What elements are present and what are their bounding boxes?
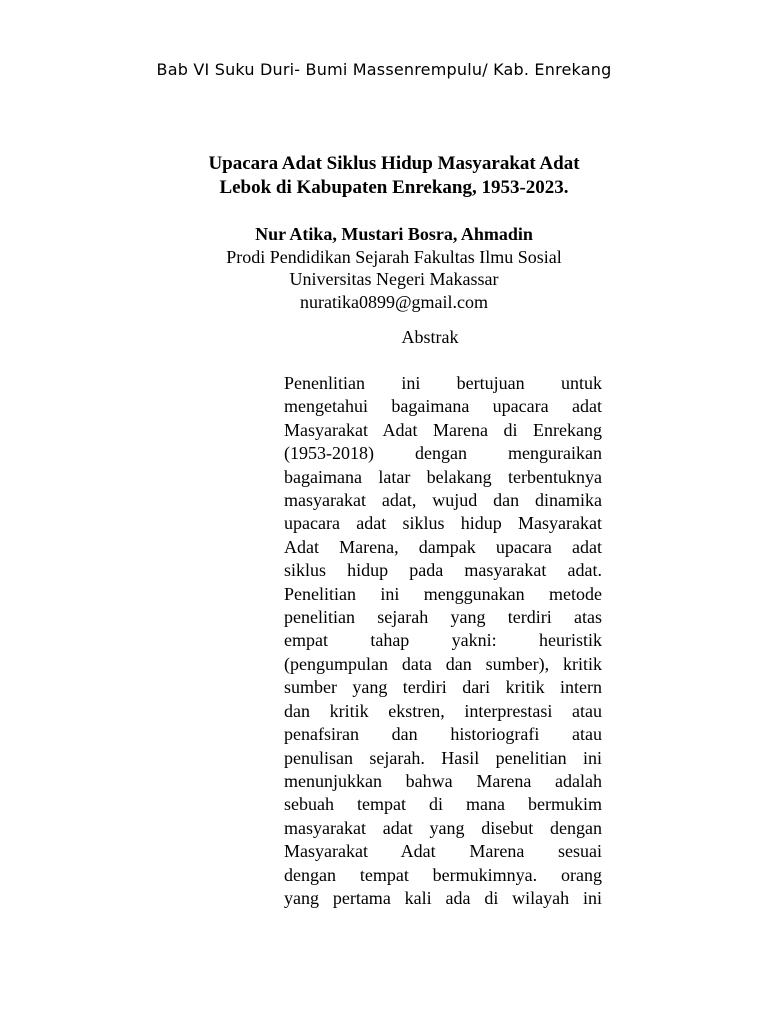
author-block bbox=[0, 223, 768, 313]
author-university: Universitas Negeri Makassar bbox=[289, 269, 499, 289]
article-title bbox=[0, 152, 768, 200]
abstract-heading: Abstrak bbox=[401, 327, 459, 347]
running-header: Bab VI Suku Duri- Bumi Massenrempulu/ Kab. Enrekang bbox=[156, 60, 612, 79]
abstract-line: yang pertama kali ada di wilayah ini bbox=[284, 887, 602, 908]
abstract-line: Adat Marena, dampak upacara adat bbox=[284, 536, 602, 557]
abstract-line: Masyarakat Adat Marena sesuai bbox=[284, 841, 602, 862]
abstract-line: Penelitian ini menggunakan metode bbox=[284, 583, 602, 604]
abstract-line: masyarakat adat, wujud dan dinamika bbox=[284, 490, 602, 511]
abstract-line: siklus hidup pada masyarakat adat. bbox=[284, 560, 602, 581]
abstract-line: mengetahui bagaimana upacara adat bbox=[284, 396, 602, 417]
abstract-line: sumber yang terdiri dari kritik intern bbox=[284, 677, 602, 698]
abstract-line: (pengumpulan data dan sumber), kritik bbox=[284, 653, 602, 674]
abstract-line: empat tahap yakni: heuristik bbox=[284, 630, 602, 651]
abstract-line: Penenlitian ini bertujuan untuk bbox=[284, 373, 602, 393]
abstract-line: bagaimana latar belakang terbentuknya bbox=[284, 466, 602, 487]
abstract-line: menunjukkan bahwa Marena adalah bbox=[284, 770, 602, 791]
author-names: Nur Atika, Mustari Bosra, Ahmadin bbox=[255, 224, 533, 244]
author-email: nuratika0899@gmail.com bbox=[299, 291, 489, 312]
abstract-line: penafsiran dan historiografi atau bbox=[284, 724, 602, 745]
abstract-line: masyarakat adat yang disebut dengan bbox=[284, 817, 602, 838]
abstract-line: upacara adat siklus hidup Masyarakat bbox=[284, 513, 602, 534]
abstract-line: sebuah tempat di mana bermukim bbox=[284, 794, 602, 815]
abstract-line: dan kritik ekstren, interprestasi atau bbox=[284, 700, 602, 721]
abstract-body bbox=[284, 372, 602, 910]
author-affiliation: Prodi Pendidikan Sejarah Fakultas Ilmu Sosial bbox=[226, 246, 562, 267]
abstract-line: penulisan sejarah. Hasil penelitian ini bbox=[284, 747, 602, 768]
abstract-line: dengan tempat bermukimnya. orang bbox=[284, 864, 602, 885]
title-line-2: Lebok di Kabupaten Enrekang, 1953-2023. bbox=[219, 177, 569, 198]
abstract-line: penelitian sejarah yang terdiri atas bbox=[284, 607, 602, 628]
title-line-1: Upacara Adat Siklus Hidup Masyarakat Adat bbox=[208, 153, 580, 174]
abstract-line: Masyarakat Adat Marena di Enrekang bbox=[284, 419, 602, 440]
abstract-line: (1953-2018) dengan menguraikan bbox=[284, 443, 602, 464]
